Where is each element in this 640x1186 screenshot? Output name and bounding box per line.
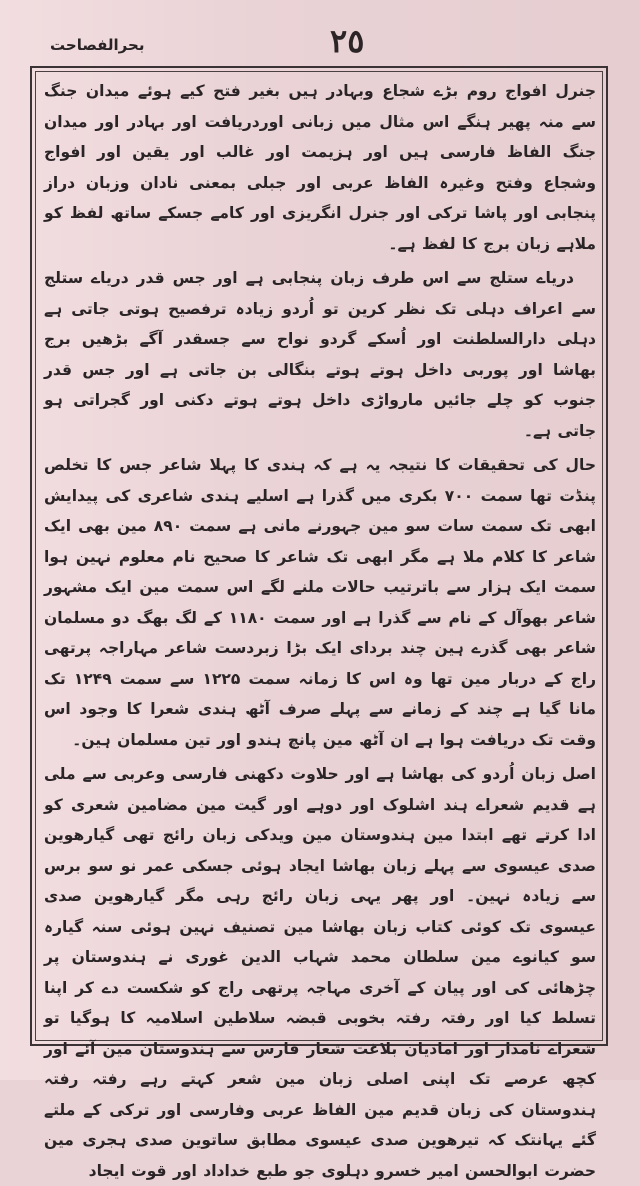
paragraph-1: جنرل افواج روم بڑے شجاع وبہادر ہیں بغیر فتح کیے ہوئے میدان جنگ سے منہ پھیر ہنگے اس مثال میں زبانی اوردریافت اور بہادر اور میدان جنگ الفاظ فارسی ہیں اور ہزیمت اور غالب اور یقین اور افواج وشجاع وفتح وغیرہ الفاظ عربی اور جبلی بمعنی نادان وزبان دراز پنجابی اور پاشا ترکی اور جنرل انگریزی اور کامے جسکے ساتھ لفظ کو ملاہے زبان برج کا لفظ ہے۔: [44, 82, 596, 253]
page-header: [30, 18, 612, 68]
paragraph-2: دریاے ستلج سے اس طرف زبان پنجابی ہے اور جس قدر دریاے ستلج سے اعراف دہلی تک نظر کرین تو اُردو زیادہ ترفصیح ہوتی جاتی ہے دہلی دارالسلطنت اور اُسکے گردو نواح سے جسقدر آگے بڑھیں برج بھاشا اور پوربی داخل ہوتے ہوتے بنگالی بن جاتی ہے اور جس قدر جنوب کو چلے جائیں مارواڑی داخل ہوتے ہوتے دکنی اور گجراتی ہو جاتی ہے۔: [44, 269, 596, 440]
page-number: ٢٥: [330, 22, 365, 60]
paragraph-3: حال کی تحقیقات کا نتیجہ یہ ہے کہ ہندی کا پہلا شاعر جس کا تخلص پنڈت تھا سمت ۷۰۰ بکری میں گذرا ہے اسلیے ہندی شاعری کی پیدایش ابھی تک سمت سات سو مین جہورنے مانی ہے سمت ۸۹۰ مین بھی ایک شاعر کا کلام ملا ہے مگر ابھی تک شاعر کا صحیح نام معلوم نہین ہوا سمت ایک ہزار سے باترتیب حالات ملنے لگے اس سمت مین ایک مشہور شاعر بھوآل کے نام سے گذرا ہے اور سمت ۱۱۸۰ کے لگ بھگ دو مسلمان شاعر بھی گذرے ہین چند بردای ایک بڑا زبردست شاعر مہاراجہ پرتھی راج کے دربار مین تھا وہ اس کا زمانہ سمت ۱۲۲۵ سے سمت ۱۲۴۹ تک مانا گیا ہے چند کے زمانے سے پہلے صرف آٹھ ہندی شعرا کا وجود اس وقت تک دریافت ہوا ہے ان آٹھ مین پانچ ہندو اور تین مسلمان ہین۔: [44, 456, 597, 749]
paragraph-4: اصل زبان اُردو کی بھاشا ہے اور حلاوت دکھنی فارسی وعربی سے ملی ہے قدیم شعراے ہند اشلوک اور دوہے اور گیت مین مضامین شعری کو ادا کرتے تھے ابتدا مین ہندوستان مین ویدکی زبان رائج تھی گیارھوین صدی عیسوی سے پہلے زبان بھاشا ایجاد ہوئی جسکی عمر نو سو برس سے زیادہ نہین۔ اور پھر یہی زبان رائج رہی مگر گیارھوین صدی عیسوی تک کوئی کتاب زبان بھاشا مین تصنیف نہین ہوئی سنہ گیارہ سو کیانوے مین سلطان محمد شہاب الدین غوری نے ہندوستان پر چڑھائی کی اور پیان کے آخری مہاجہ پرتھی راج کو شکست دے کر اپنا تسلط کیا اور رفتہ رفتہ بخوبی قبضہ سلاطین اسلامیہ کا ہوگیا تو شعراے نامدار اور امادیان بلاغت شعار فارس سے ہندوستان مین آئے اور کچھ عرصے تک اپنی اصلی زبان مین شعر کہتے رہے رفتہ رفتہ ہندوستان کی زبان قدیم مین الفاظ عربی وفارسی اور ترکی کے ملتے گئے یہانتک کہ تیرھوین صدی عیسوی مطابق ساتوین صدی ہجری مین حضرت ابوالحسن امیر خسرو دہلوی جو طبع خداداد اور قوت ایجاد: [44, 765, 596, 1180]
page-body: [44, 76, 597, 1180]
running-head: بحرالفصاحت: [50, 36, 145, 54]
